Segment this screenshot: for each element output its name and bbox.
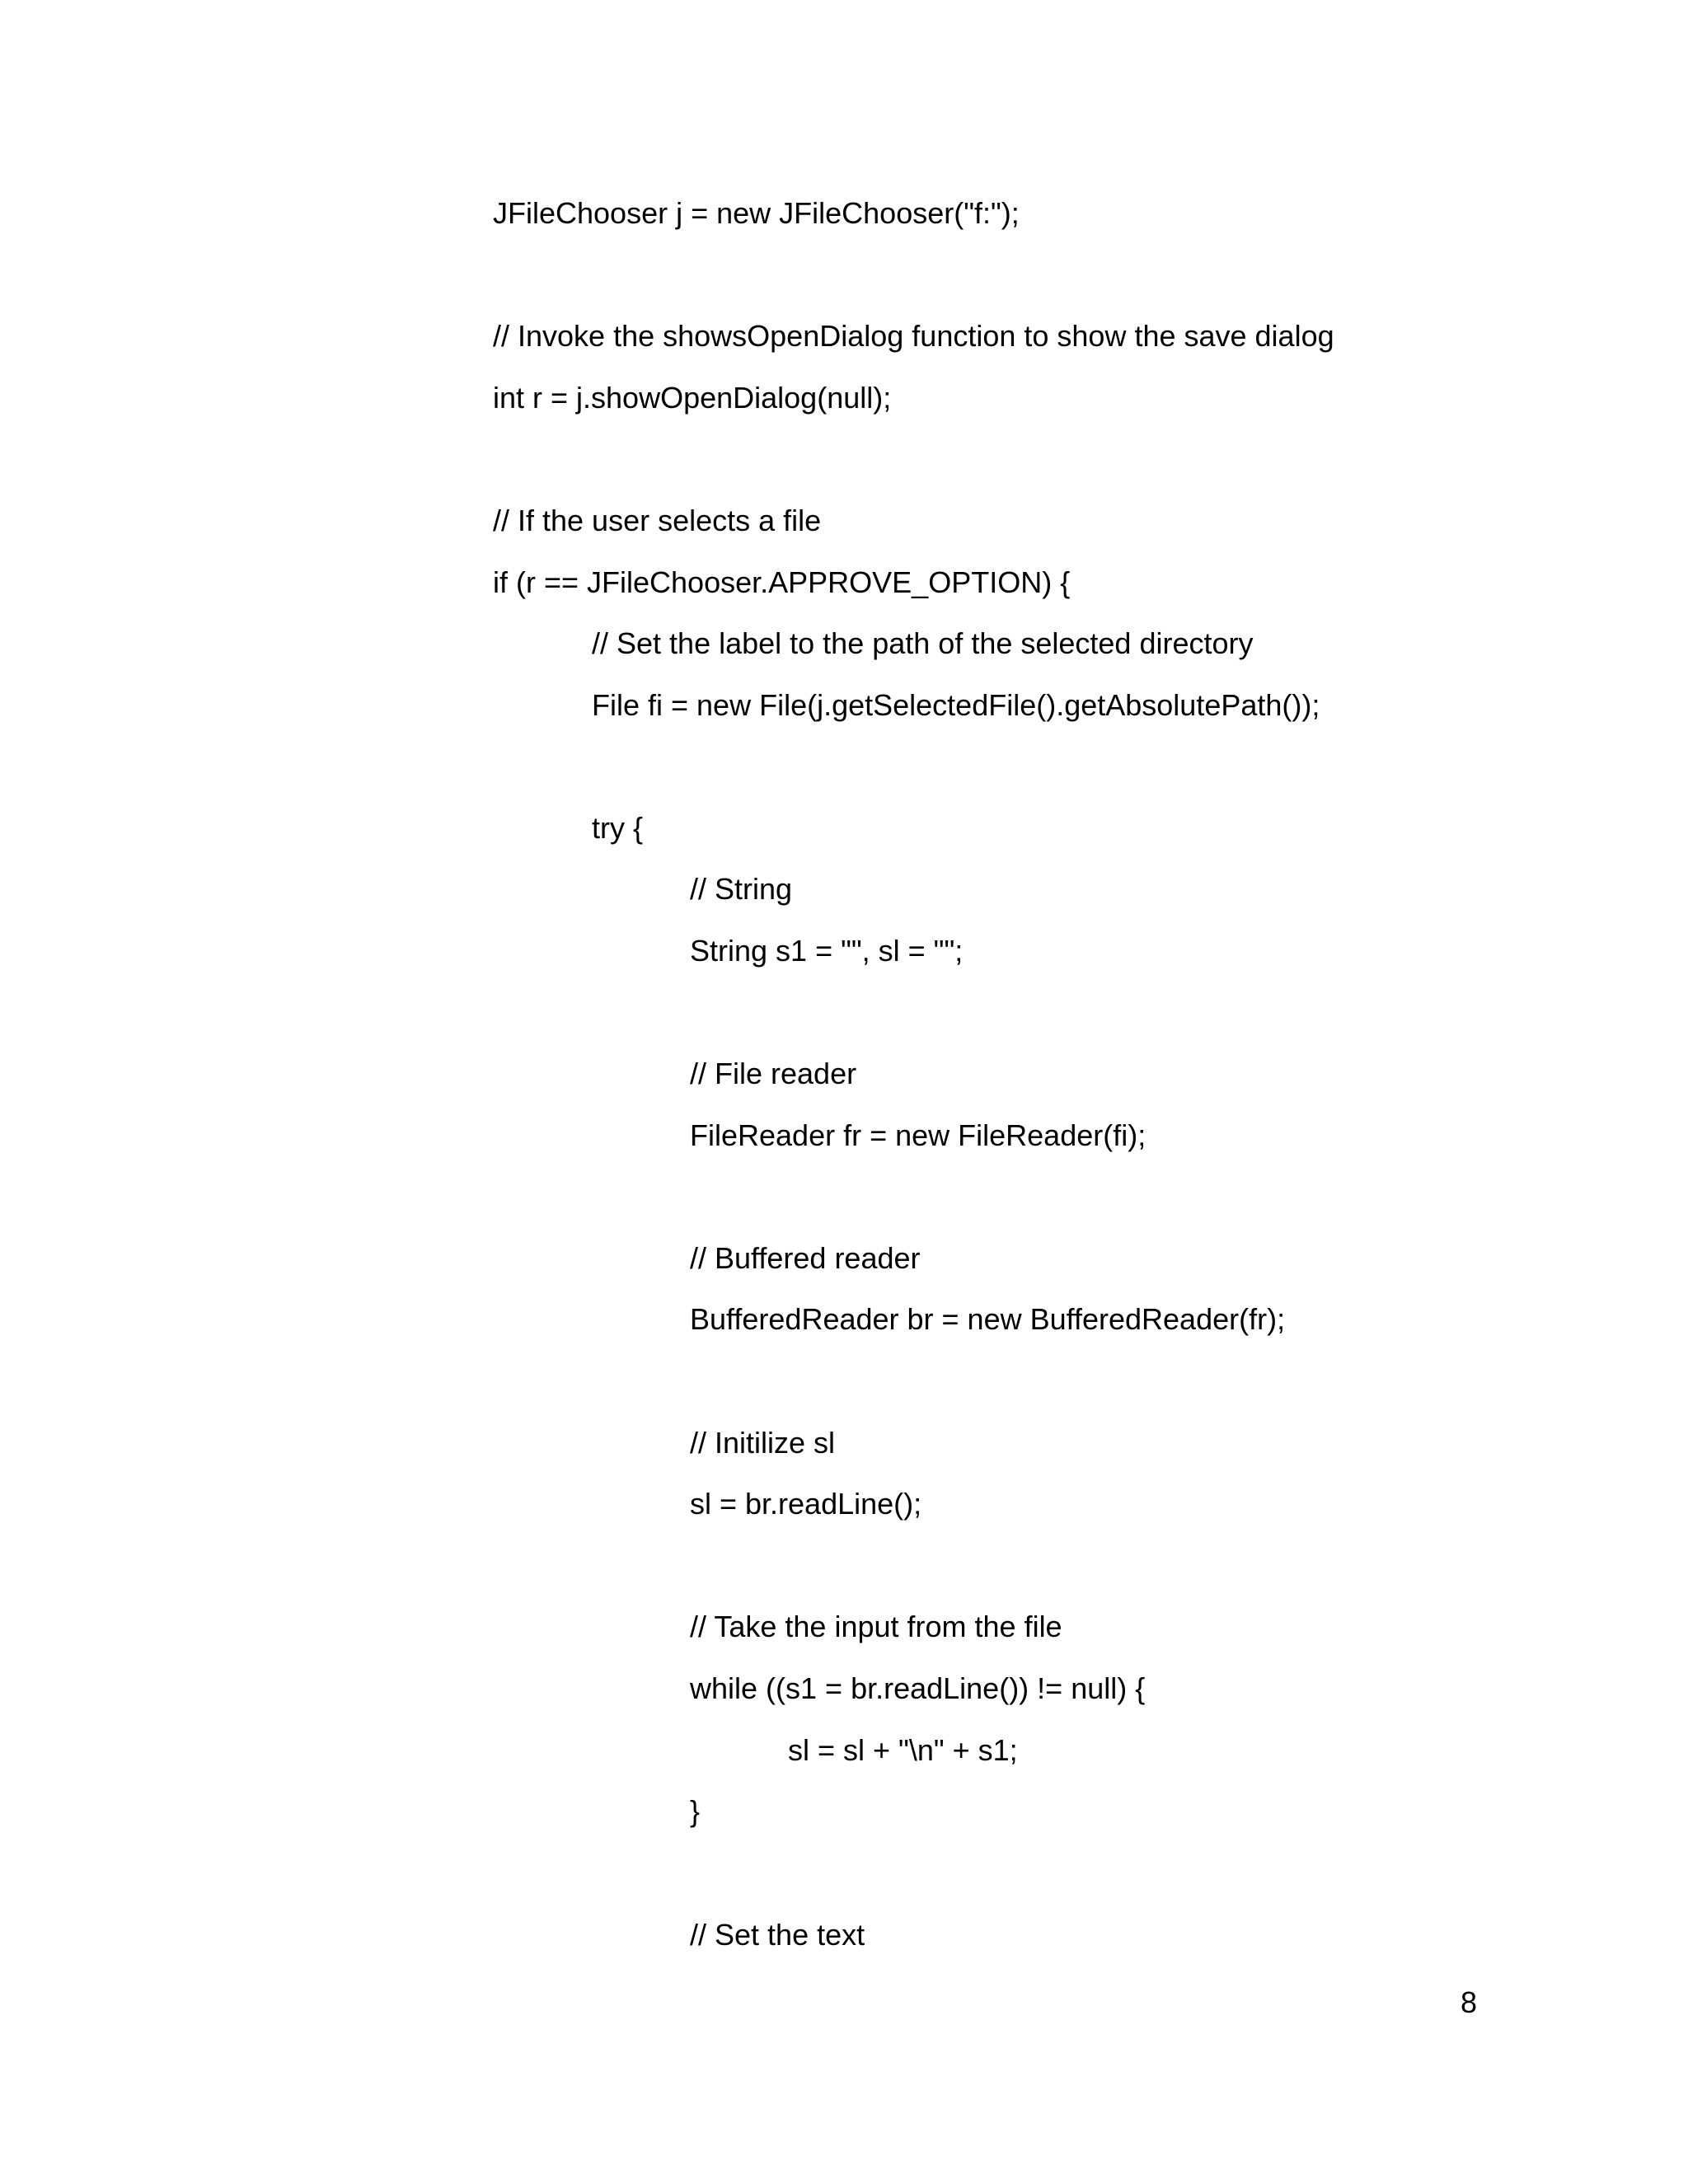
- code-comment: // If the user selects a file: [493, 504, 822, 537]
- code-line: File fi = new File(j.getSelectedFile().getAbsolutePath());: [592, 688, 1320, 722]
- code-line: sl = br.readLine();: [690, 1487, 922, 1521]
- code-comment: // Buffered reader: [690, 1241, 921, 1275]
- page-number: 8: [1461, 1985, 1478, 2019]
- code-line: sl = sl + "\n" + s1;: [788, 1733, 1018, 1767]
- code-line: try {: [592, 811, 644, 845]
- code-comment: // File reader: [690, 1057, 857, 1090]
- code-line: if (r == JFileChooser.APPROVE_OPTION) {: [493, 565, 1071, 599]
- code-comment: // Invoke the showsOpenDialog function to show the save dialog: [493, 319, 1334, 353]
- code-line: while ((s1 = br.readLine()) != null) {: [690, 1671, 1146, 1705]
- code-line: FileReader fr = new FileReader(fi);: [690, 1118, 1146, 1152]
- code-line: String s1 = "", sl = "";: [690, 934, 964, 968]
- code-line: int r = j.showOpenDialog(null);: [493, 381, 892, 415]
- code-comment: // Take the input from the file: [690, 1610, 1062, 1643]
- code-comment: // Set the label to the path of the selected directory: [592, 626, 1254, 660]
- code-comment: // Initilize sl: [690, 1426, 836, 1460]
- code-comment: // Set the text: [690, 1918, 865, 1952]
- code-line: JFileChooser j = new JFileChooser("f:");: [493, 196, 1020, 230]
- code-line: }: [690, 1794, 701, 1828]
- code-comment: // String: [690, 872, 793, 906]
- code-line: BufferedReader br = new BufferedReader(fr);: [690, 1302, 1286, 1336]
